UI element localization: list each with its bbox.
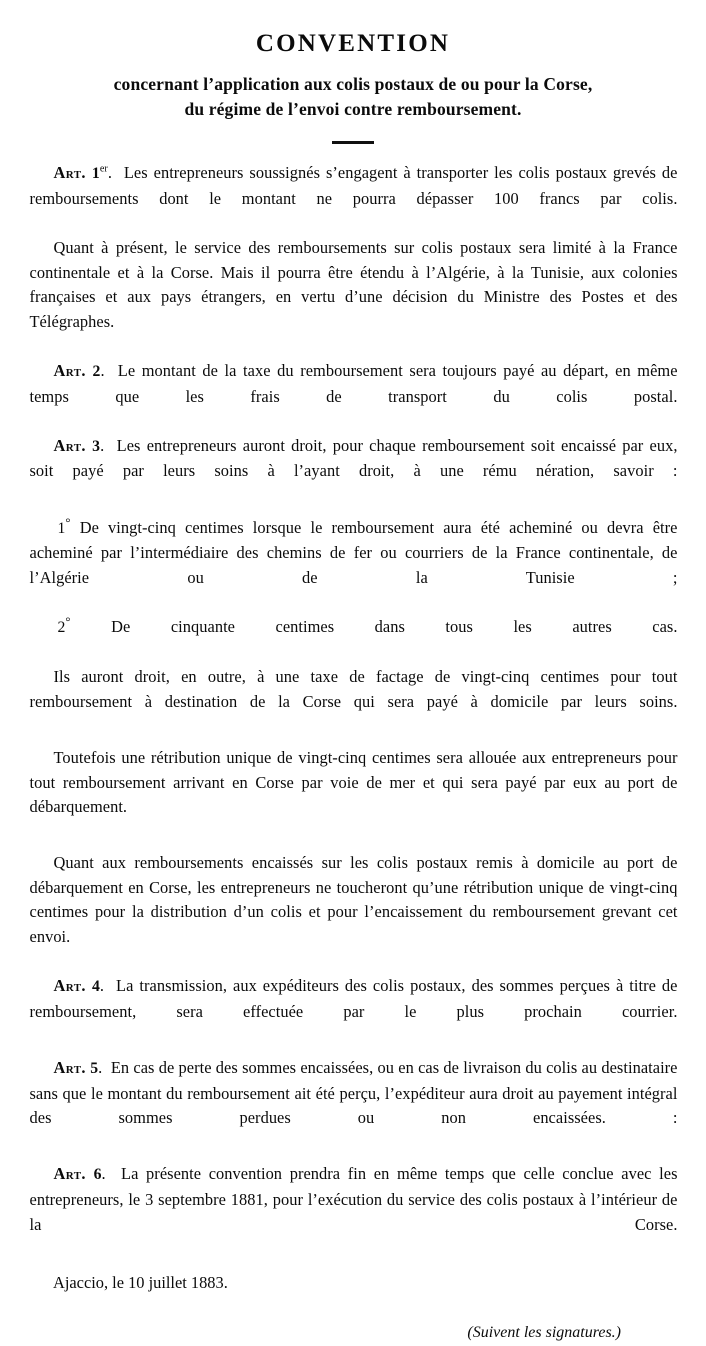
- article-1-ordinal-suffix: er: [99, 163, 108, 175]
- title-block: [0, 0, 706, 149]
- article-3-paragraph-4: Toutefois une rétribution unique de vingt-cinq centimes sera allouée aux entrepreneurs pour tout remboursement arrivant en Corse par voie de mer et qui sera payé par eux au port de débarquement.: [29, 747, 678, 817]
- article-6-text: La présente convention prendra fin en même temps que celle conclue avec les entrepreneurs, le 3 septembre 1881, pour l’exécution du service des colis postaux à l’intérieur de la Corse.: [29, 1164, 678, 1234]
- article-6-punct: .: [101, 1164, 106, 1184]
- article-3-item-1: [30, 516, 678, 615]
- article-3-number: 3: [92, 437, 101, 455]
- article-5-text: En cas de perte des sommes encaissées, ou en cas de livraison du colis au destinataire sans que le montant du remboursement ait été perçu, l’expéditeur aura droit au payement intégral des sommes perdues ou non encaissées. :: [29, 1058, 678, 1128]
- article-5-paragraph: [30, 1056, 678, 1155]
- article-4-label: Art.: [53, 976, 86, 996]
- article-3-paragraph-5: Quant aux remboursements encaissés sur les colis postaux remis à domicile au port de débarquement en Corse, les entrepreneurs ne toucheront qu’une rétribution unique de vingt-cinq centimes pour la distribution d’un colis et pour l’encaissement du remboursement grevant cet envoi.: [29, 853, 678, 947]
- article-2-paragraph: [30, 359, 678, 434]
- article-4-text: La transmission, aux expéditeurs des colis postaux, des sommes perçues à titre de remboursement, sera effectuée par le plus prochain courrier.: [29, 976, 678, 1021]
- article-6-label: Art.: [53, 1164, 86, 1184]
- place-and-date: Ajaccio, le 10 juillet 1883.: [53, 1272, 228, 1292]
- article-4-punct: .: [99, 976, 105, 996]
- article-2-punct: .: [100, 361, 105, 380]
- article-5-punct: .: [98, 1058, 103, 1078]
- page-title: CONVENTION: [255, 30, 451, 57]
- article-1-punct: .: [107, 163, 112, 183]
- article-1-label: Art.: [53, 163, 86, 183]
- article-3-paragraph-3: Ils auront droit, en outre, à une taxe de factage de vingt-cinq centimes pour tout remboursement à destination de la Corse qui sera payé à domicile par leurs soins.: [29, 667, 678, 711]
- document-body: [29, 161, 678, 1262]
- article-4-number: 4: [91, 978, 100, 996]
- article-3-item-2-degree: °: [65, 614, 71, 629]
- document-subtitle: [33, 72, 673, 123]
- article-6-paragraph: [30, 1162, 678, 1261]
- article-2-label: Art.: [53, 361, 86, 380]
- article-2-text: Le montant de la taxe du remboursement sera toujours payé au départ, en même temps que les frais de transport du colis postal.: [29, 361, 678, 406]
- article-3-label: Art.: [53, 435, 86, 455]
- article-3-item-2-marker: 2: [57, 618, 66, 636]
- article-2-number: 2: [92, 363, 101, 380]
- article-6-number: 6: [93, 1166, 102, 1184]
- article-4-paragraph: [30, 974, 678, 1049]
- closing-block: [29, 1271, 677, 1346]
- article-3-item-1-text: De vingt-cinq centimes lorsque le remboursement aura été acheminé ou devra être acheminé par l’intermédiaire des chemins de fer ou courriers de la France continentale, de l’Algérie ou de la Tunisie ;: [29, 517, 678, 587]
- article-3-item-1-marker: 1: [57, 519, 66, 537]
- article-3-text: Les entrepreneurs auront droit, pour chaque remboursement soit encaissé par eux, soit payé par leurs soins à l’ayant droit, à une rému nération, savoir :: [29, 435, 678, 481]
- article-1-paragraph: [30, 161, 678, 236]
- subtitle-line-2: du régime de l’envoi contre remboursement.: [184, 98, 522, 119]
- article-5-number: 5: [90, 1060, 99, 1078]
- article-3-item-1-degree: °: [65, 515, 71, 530]
- subtitle-line-1: concernant l’application aux colis postaux de ou pour la Corse,: [113, 73, 593, 94]
- title-divider-wrap: [0, 131, 706, 149]
- article-1-text: Les entrepreneurs soussignés s’engagent à transporter les colis postaux grevés de remboursements dont le montant ne pourra dépasser 100 francs par colis.: [29, 163, 678, 208]
- article-1-number: 1: [91, 165, 100, 183]
- article-3-item-2: [30, 615, 678, 665]
- article-3-paragraph: [30, 434, 678, 509]
- title-divider: [332, 141, 374, 144]
- article-1-paragraph-2: Quant à présent, le service des remboursements sur colis postaux sera limité à la France continentale et à la Corse. Mais il pourra être étendu à l’Algérie, à la Tunisie, aux colonies françaises et aux pays étrangers, en vertu d’une décision du Ministre des Postes et des Télégraphes.: [29, 238, 678, 331]
- article-3-punct: .: [100, 435, 105, 455]
- article-5-label: Art.: [53, 1058, 86, 1078]
- signatures-note: (Suivent les signatures.): [467, 1324, 621, 1342]
- article-3-item-2-text: De cinquante centimes dans tous les autres cas.: [111, 616, 678, 636]
